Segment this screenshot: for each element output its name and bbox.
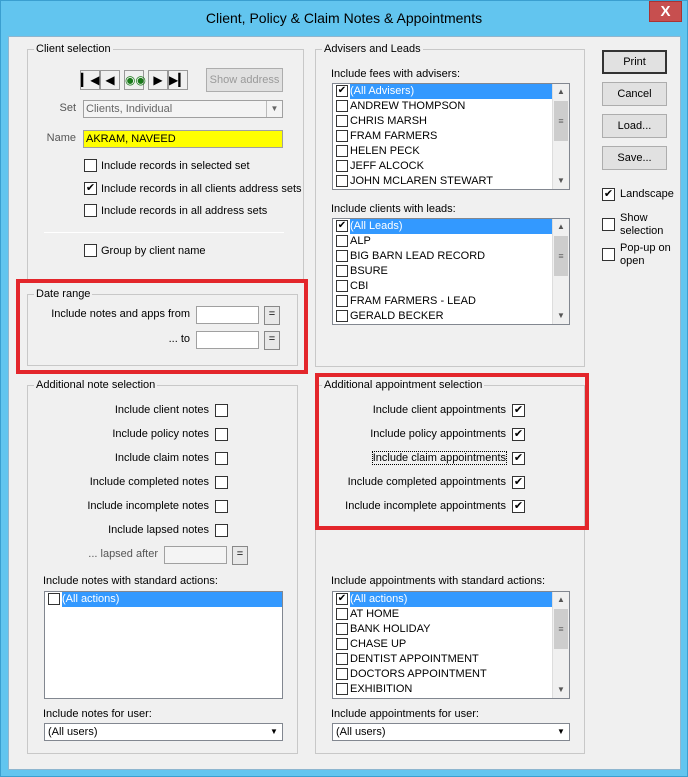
dialog-body	[8, 36, 681, 770]
last-record-icon: ▶▎	[169, 73, 188, 87]
lapsed-notes-checkbox[interactable]	[215, 524, 228, 537]
client-notes-checkbox[interactable]	[215, 404, 228, 417]
from-date-picker-button[interactable]: =	[264, 306, 280, 325]
client-selection-divider	[44, 232, 284, 233]
adviser-list-item-label: JOHN MCLAREN STEWART	[350, 175, 494, 187]
lapsed-notes-label: Include lapsed notes	[108, 524, 209, 536]
print-button[interactable]: Print	[602, 50, 667, 74]
appointment-action-list-item[interactable]	[333, 637, 569, 652]
scroll-down-icon[interactable]: ▼	[557, 176, 565, 185]
appointments-user-label: Include appointments for user:	[331, 708, 479, 720]
include-selected-set-label: Include records in selected set	[101, 160, 250, 172]
lead-list-item-label: BIG BARN LEAD RECORD	[350, 250, 486, 262]
next-record-button[interactable]	[148, 70, 168, 90]
incomplete-appointments-checkbox[interactable]: ✔	[513, 500, 524, 512]
lead-list-item[interactable]	[333, 264, 569, 279]
leads-list[interactable]	[332, 218, 570, 325]
popup-on-open-label-line1: Pop-up on	[620, 242, 671, 254]
name-field[interactable]	[83, 130, 283, 148]
appointments-user-value: (All users)	[336, 726, 386, 738]
appointments-actions-list[interactable]	[332, 591, 570, 699]
appointment-selection-title: Additional appointment selection	[324, 379, 483, 391]
claim-appointments-text: Include claim appointments	[372, 452, 506, 464]
last-record-button[interactable]	[168, 70, 188, 90]
notes-action-list-item-label: (All actions)	[62, 592, 283, 607]
include-all-address-sets-label: Include records in all address sets	[101, 205, 268, 217]
notes-action-list-item-checkbox[interactable]	[48, 593, 60, 605]
previous-record-icon: ◀	[105, 73, 115, 87]
notes-actions-label: Include notes with standard actions:	[43, 575, 218, 587]
landscape-checkbox[interactable]: ✔	[603, 188, 614, 200]
lead-list-item-checkbox[interactable]	[336, 280, 348, 292]
popup-on-open-checkbox[interactable]	[602, 248, 615, 261]
lead-list-item-checkbox[interactable]	[336, 310, 348, 322]
claim-notes-label: Include claim notes	[114, 452, 209, 464]
appointment-action-list-item[interactable]	[333, 652, 569, 667]
client-notes-label: Include client notes	[114, 404, 209, 416]
lead-list-item-checkbox[interactable]	[336, 235, 348, 247]
binoculars-icon: ◉◉	[125, 73, 146, 87]
appointments-user-dropdown[interactable]	[332, 723, 570, 741]
adviser-list-item-label: HELEN PECK	[350, 145, 420, 157]
from-label: Include notes and apps from	[51, 308, 190, 320]
advisers-list[interactable]	[332, 83, 570, 190]
completed-appointments-label: Include completed appointments	[347, 476, 506, 488]
clients-leads-label: Include clients with leads:	[331, 203, 456, 215]
scroll-thumb[interactable]: ≡	[554, 236, 568, 276]
first-record-button[interactable]	[80, 70, 100, 90]
lead-list-item-label: FRAM FARMERS - LEAD	[350, 295, 476, 307]
policy-appointments-checkbox[interactable]: ✔	[513, 428, 524, 440]
lead-list-item-checkbox[interactable]	[336, 250, 348, 262]
show-selection-label-line2: selection	[620, 225, 664, 237]
adviser-list-item[interactable]	[333, 114, 569, 129]
chevron-down-icon: ▼	[553, 724, 569, 740]
next-record-icon: ▶	[153, 73, 163, 87]
adviser-list-item[interactable]	[333, 129, 569, 144]
fees-advisers-label: Include fees with advisers:	[331, 68, 461, 80]
first-record-icon: ▎◀	[81, 73, 100, 87]
client-appointments-checkbox[interactable]: ✔	[513, 404, 524, 416]
adviser-list-item-checkbox[interactable]	[336, 130, 348, 142]
appointment-action-list-item-checkbox[interactable]	[336, 623, 348, 635]
appointment-action-list-item[interactable]	[333, 667, 569, 682]
include-selected-set-checkbox[interactable]	[84, 159, 97, 172]
lead-list-item[interactable]	[333, 249, 569, 264]
appointment-action-list-item[interactable]	[333, 682, 569, 697]
lead-list-item-label: (All Leads)	[350, 219, 570, 234]
find-client-button[interactable]	[124, 70, 144, 90]
lead-list-item-label: GERALD BECKER	[350, 310, 444, 322]
appointments-actions-label: Include appointments with standard actions:	[331, 575, 546, 587]
incomplete-notes-checkbox[interactable]	[215, 500, 228, 513]
lapsed-after-label: ... lapsed after	[88, 548, 158, 560]
claim-appointments-checkbox[interactable]: ✔	[513, 452, 524, 464]
adviser-list-item-checkbox[interactable]	[336, 145, 348, 157]
scroll-up-icon[interactable]: ▲	[557, 222, 565, 231]
appointment-action-list-item-label: DENTIST APPOINTMENT	[350, 653, 479, 665]
notes-action-list-item[interactable]	[45, 592, 282, 607]
adviser-list-item-label: JEFF ALCOCK	[350, 160, 424, 172]
appointment-action-list-item-checkbox[interactable]	[336, 608, 348, 620]
date-range-title: Date range	[36, 288, 91, 300]
appointment-action-list-item[interactable]	[333, 607, 569, 622]
note-selection-title: Additional note selection	[36, 379, 156, 391]
adviser-list-item-label: ANDREW THOMPSON	[350, 100, 466, 112]
appointment-action-list-item-label: EXHIBITION	[350, 683, 413, 695]
appointment-action-list-item-checkbox[interactable]	[336, 638, 348, 650]
advisers-leads-group	[315, 43, 585, 367]
lead-list-item[interactable]	[333, 309, 569, 324]
group-by-client-label: Group by client name	[101, 245, 206, 257]
set-value: Clients, Individual	[86, 103, 173, 115]
chevron-down-icon: ▼	[266, 101, 282, 117]
leads-scrollbar[interactable]	[552, 219, 569, 324]
completed-appointments-checkbox[interactable]: ✔	[513, 476, 524, 488]
adviser-list-item[interactable]	[333, 159, 569, 174]
adviser-list-item-checkbox[interactable]	[336, 160, 348, 172]
appointments-actions-scrollbar[interactable]	[552, 592, 569, 698]
previous-record-button[interactable]	[100, 70, 120, 90]
note-selection-group	[27, 379, 298, 754]
name-label: Name	[46, 132, 76, 144]
include-all-address-sets-checkbox[interactable]	[84, 204, 97, 217]
appointment-action-list-item-label: CHASE UP	[350, 638, 407, 650]
appointment-action-list-item-checkbox[interactable]	[336, 683, 348, 695]
set-dropdown[interactable]	[83, 100, 283, 118]
notes-user-value: (All users)	[48, 726, 98, 738]
save-button[interactable]: Save...	[602, 146, 667, 170]
close-button[interactable]: X	[649, 1, 682, 22]
adviser-list-item[interactable]	[333, 99, 569, 114]
lead-list-item-label: CBI	[350, 280, 369, 292]
popup-on-open-label-line2: open	[620, 255, 645, 267]
lead-list-item[interactable]	[333, 279, 569, 294]
adviser-list-item-checkbox[interactable]: ✔	[337, 85, 347, 96]
appointment-action-list-item-label: AT HOME	[350, 608, 400, 620]
lead-list-item[interactable]	[333, 219, 569, 234]
group-by-client-checkbox[interactable]	[84, 244, 97, 257]
scroll-up-icon[interactable]: ▲	[557, 595, 565, 604]
lapsed-after-picker-button[interactable]: =	[232, 546, 248, 565]
scroll-thumb[interactable]: ≡	[554, 609, 568, 649]
landscape-label: Landscape	[620, 188, 674, 200]
lead-list-item-checkbox[interactable]: ✔	[337, 220, 347, 231]
appointment-action-list-item-label: BANK HOLIDAY	[350, 623, 431, 635]
scroll-thumb[interactable]: ≡	[554, 101, 568, 141]
adviser-list-item[interactable]	[333, 174, 569, 189]
appointment-selection-highlight	[315, 373, 589, 530]
completed-notes-label: Include completed notes	[89, 476, 209, 488]
to-label: ... to	[168, 333, 190, 345]
load-button[interactable]: Load...	[602, 114, 667, 138]
adviser-list-item[interactable]	[333, 84, 569, 99]
include-clients-address-sets-label: Include records in all clients address sets	[101, 183, 302, 195]
notes-user-dropdown[interactable]	[44, 723, 283, 741]
name-value: AKRAM, NAVEED	[86, 133, 176, 145]
scroll-down-icon[interactable]: ▼	[557, 311, 565, 320]
include-clients-address-sets-checkbox[interactable]: ✔	[85, 182, 96, 194]
appointment-action-list-item-checkbox[interactable]: ✔	[337, 593, 347, 604]
notes-user-label: Include notes for user:	[43, 708, 152, 720]
incomplete-appointments-label: Include incomplete appointments	[345, 500, 506, 512]
adviser-list-item-checkbox[interactable]	[336, 175, 348, 187]
appointment-action-list-item[interactable]	[333, 592, 569, 607]
lead-list-item-checkbox[interactable]	[336, 295, 348, 307]
appointment-action-list-item-label: (All actions)	[350, 592, 570, 607]
cancel-button[interactable]: Cancel	[602, 82, 667, 106]
show-selection-checkbox[interactable]	[602, 218, 615, 231]
adviser-list-item-label: FRAM FARMERS	[350, 130, 438, 142]
policy-appointments-label: Include policy appointments	[370, 428, 506, 440]
notes-actions-list[interactable]	[44, 591, 283, 699]
show-selection-label-line1: Show	[620, 212, 648, 224]
client-appointments-label: Include client appointments	[372, 404, 506, 416]
show-address-button[interactable]: Show address	[206, 68, 283, 92]
claim-notes-checkbox[interactable]	[215, 452, 228, 465]
appointment-action-list-item-checkbox[interactable]	[336, 668, 348, 680]
lead-list-item-checkbox[interactable]	[336, 265, 348, 277]
set-label: Set	[59, 102, 76, 114]
appointment-action-list-item[interactable]	[333, 622, 569, 637]
lead-list-item-label: BSURE	[350, 265, 388, 277]
lead-list-item[interactable]	[333, 234, 569, 249]
adviser-list-item-label: (All Advisers)	[350, 84, 570, 99]
lead-list-item[interactable]	[333, 294, 569, 309]
adviser-list-item-checkbox[interactable]	[336, 100, 348, 112]
policy-notes-label: Include policy notes	[112, 428, 209, 440]
adviser-list-item[interactable]	[333, 144, 569, 159]
to-date-picker-button[interactable]: =	[264, 331, 280, 350]
lead-list-item-label: ALP	[350, 235, 371, 247]
policy-notes-checkbox[interactable]	[215, 428, 228, 441]
advisers-leads-title: Advisers and Leads	[324, 43, 421, 55]
window-title: Client, Policy & Claim Notes & Appointments	[205, 10, 483, 26]
adviser-list-item-checkbox[interactable]	[336, 115, 348, 127]
completed-notes-checkbox[interactable]	[215, 476, 228, 489]
chevron-down-icon: ▼	[266, 724, 282, 740]
lapsed-after-input[interactable]	[164, 546, 227, 564]
adviser-list-item-label: CHRIS MARSH	[350, 115, 428, 127]
scroll-down-icon[interactable]: ▼	[557, 685, 565, 694]
scroll-up-icon[interactable]: ▲	[557, 87, 565, 96]
date-range-highlight	[16, 279, 308, 374]
appointment-action-list-item-checkbox[interactable]	[336, 653, 348, 665]
incomplete-notes-label: Include incomplete notes	[87, 500, 209, 512]
advisers-scrollbar[interactable]	[552, 84, 569, 189]
appointment-action-list-item-label: DOCTORS APPOINTMENT	[350, 668, 487, 680]
client-selection-group	[27, 43, 304, 280]
client-selection-title: Client selection	[36, 43, 111, 55]
